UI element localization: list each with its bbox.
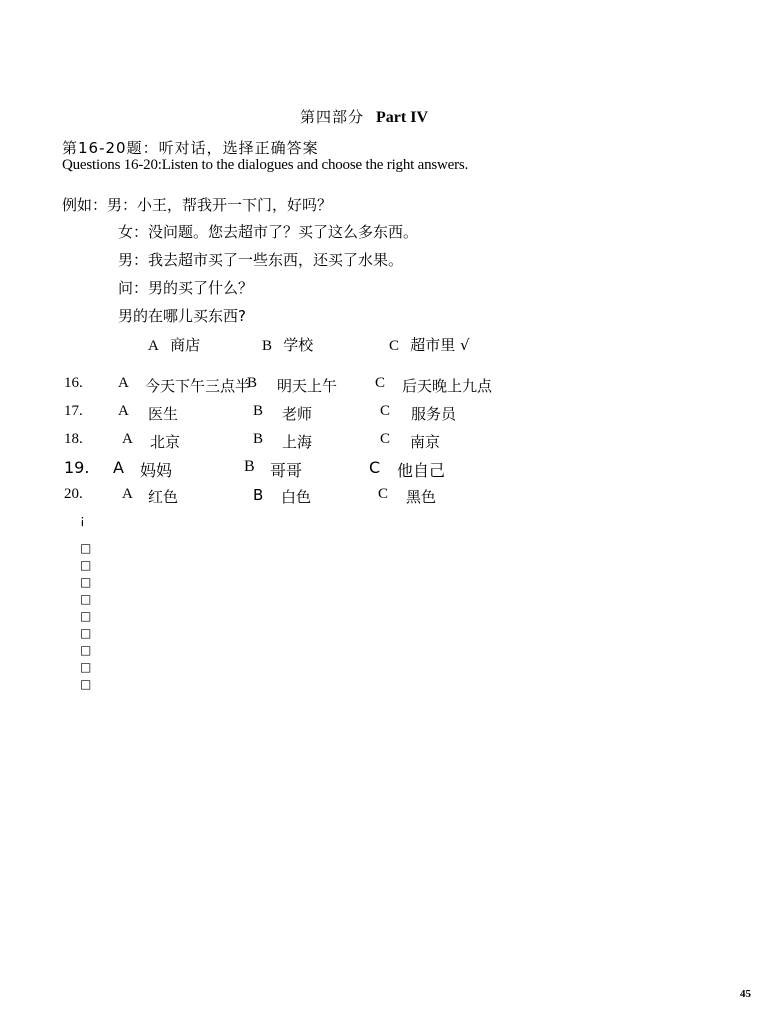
part-label-en: Part IV bbox=[376, 109, 428, 126]
option-c-letter: C bbox=[380, 431, 391, 447]
option-a-letter: A bbox=[113, 458, 124, 477]
example-line: 男：我去超市买了一些东西，还买了水果。 bbox=[118, 251, 404, 269]
option-c-text: 后天晚上九点 bbox=[402, 377, 493, 395]
stray-marker: ¡ bbox=[80, 513, 85, 527]
missing-glyph-column: □ □ □ □ □ □ □ □ □ bbox=[80, 541, 92, 691]
example-line: 男的在哪儿买东西? bbox=[118, 307, 246, 325]
option-c-letter: C bbox=[378, 486, 389, 502]
option-a-text: 医生 bbox=[148, 405, 179, 423]
option-b-text: 老师 bbox=[282, 405, 313, 423]
option-b-text: 哥哥 bbox=[270, 461, 303, 480]
option-a-letter: A bbox=[118, 403, 129, 419]
question-row bbox=[0, 431, 768, 455]
option-a-letter: A bbox=[118, 375, 129, 391]
option-b-letter: B bbox=[253, 403, 264, 419]
question-row bbox=[0, 458, 768, 482]
option-a-text: 北京 bbox=[150, 433, 181, 451]
instructions-cn: 第16-20题：听对话，选择正确答案 bbox=[62, 139, 319, 157]
question-row bbox=[0, 375, 768, 399]
example-line: 女：没问题。您去超市了？买了这么多东西。 bbox=[118, 223, 419, 241]
option-a-text: 今天下午三点半 bbox=[145, 377, 251, 395]
option-c-letter: C bbox=[375, 375, 386, 391]
option-c-text: 黑色 bbox=[406, 488, 437, 506]
question-number: 18. bbox=[64, 431, 83, 447]
example-line: 问：男的买了什么？ bbox=[118, 279, 254, 297]
option-c-letter: C bbox=[380, 403, 391, 419]
question-row bbox=[0, 486, 768, 510]
section-title bbox=[0, 106, 728, 127]
option-b-letter: B bbox=[244, 458, 255, 475]
question-row bbox=[0, 403, 768, 427]
option-a-letter: A bbox=[122, 431, 133, 447]
instructions-en: Questions 16-20:Listen to the dialogues and choose the right answers. bbox=[62, 157, 469, 173]
option-b-text: 白色 bbox=[281, 488, 312, 506]
question-number: 17. bbox=[64, 403, 83, 419]
example-option-c: C 超市里 √ bbox=[389, 336, 470, 354]
option-b-letter: B bbox=[253, 431, 264, 447]
example-heading: 例如：男：小王，帮我开一下门，好吗？ bbox=[62, 196, 333, 214]
option-b-letter: B bbox=[247, 375, 258, 391]
part-label-cn: 第四部分 bbox=[300, 108, 365, 126]
option-c-letter: C bbox=[369, 458, 381, 477]
example-option-a: A 商店 bbox=[148, 336, 201, 354]
option-a-letter: A bbox=[122, 486, 133, 502]
option-c-text: 南京 bbox=[410, 433, 441, 451]
option-b-text: 上海 bbox=[282, 433, 313, 451]
option-c-text: 服务员 bbox=[411, 405, 457, 423]
option-b-letter: B bbox=[253, 486, 264, 504]
option-a-text: 妈妈 bbox=[140, 461, 173, 480]
question-number: 19. bbox=[64, 458, 90, 477]
question-number: 16. bbox=[64, 375, 83, 391]
page-number: 45 bbox=[740, 988, 751, 1000]
option-a-text: 红色 bbox=[148, 488, 179, 506]
question-number: 20. bbox=[64, 486, 83, 502]
option-b-text: 明天上午 bbox=[277, 377, 338, 395]
example-option-b: B 学校 bbox=[262, 336, 314, 354]
option-c-text: 他自己 bbox=[397, 461, 446, 480]
